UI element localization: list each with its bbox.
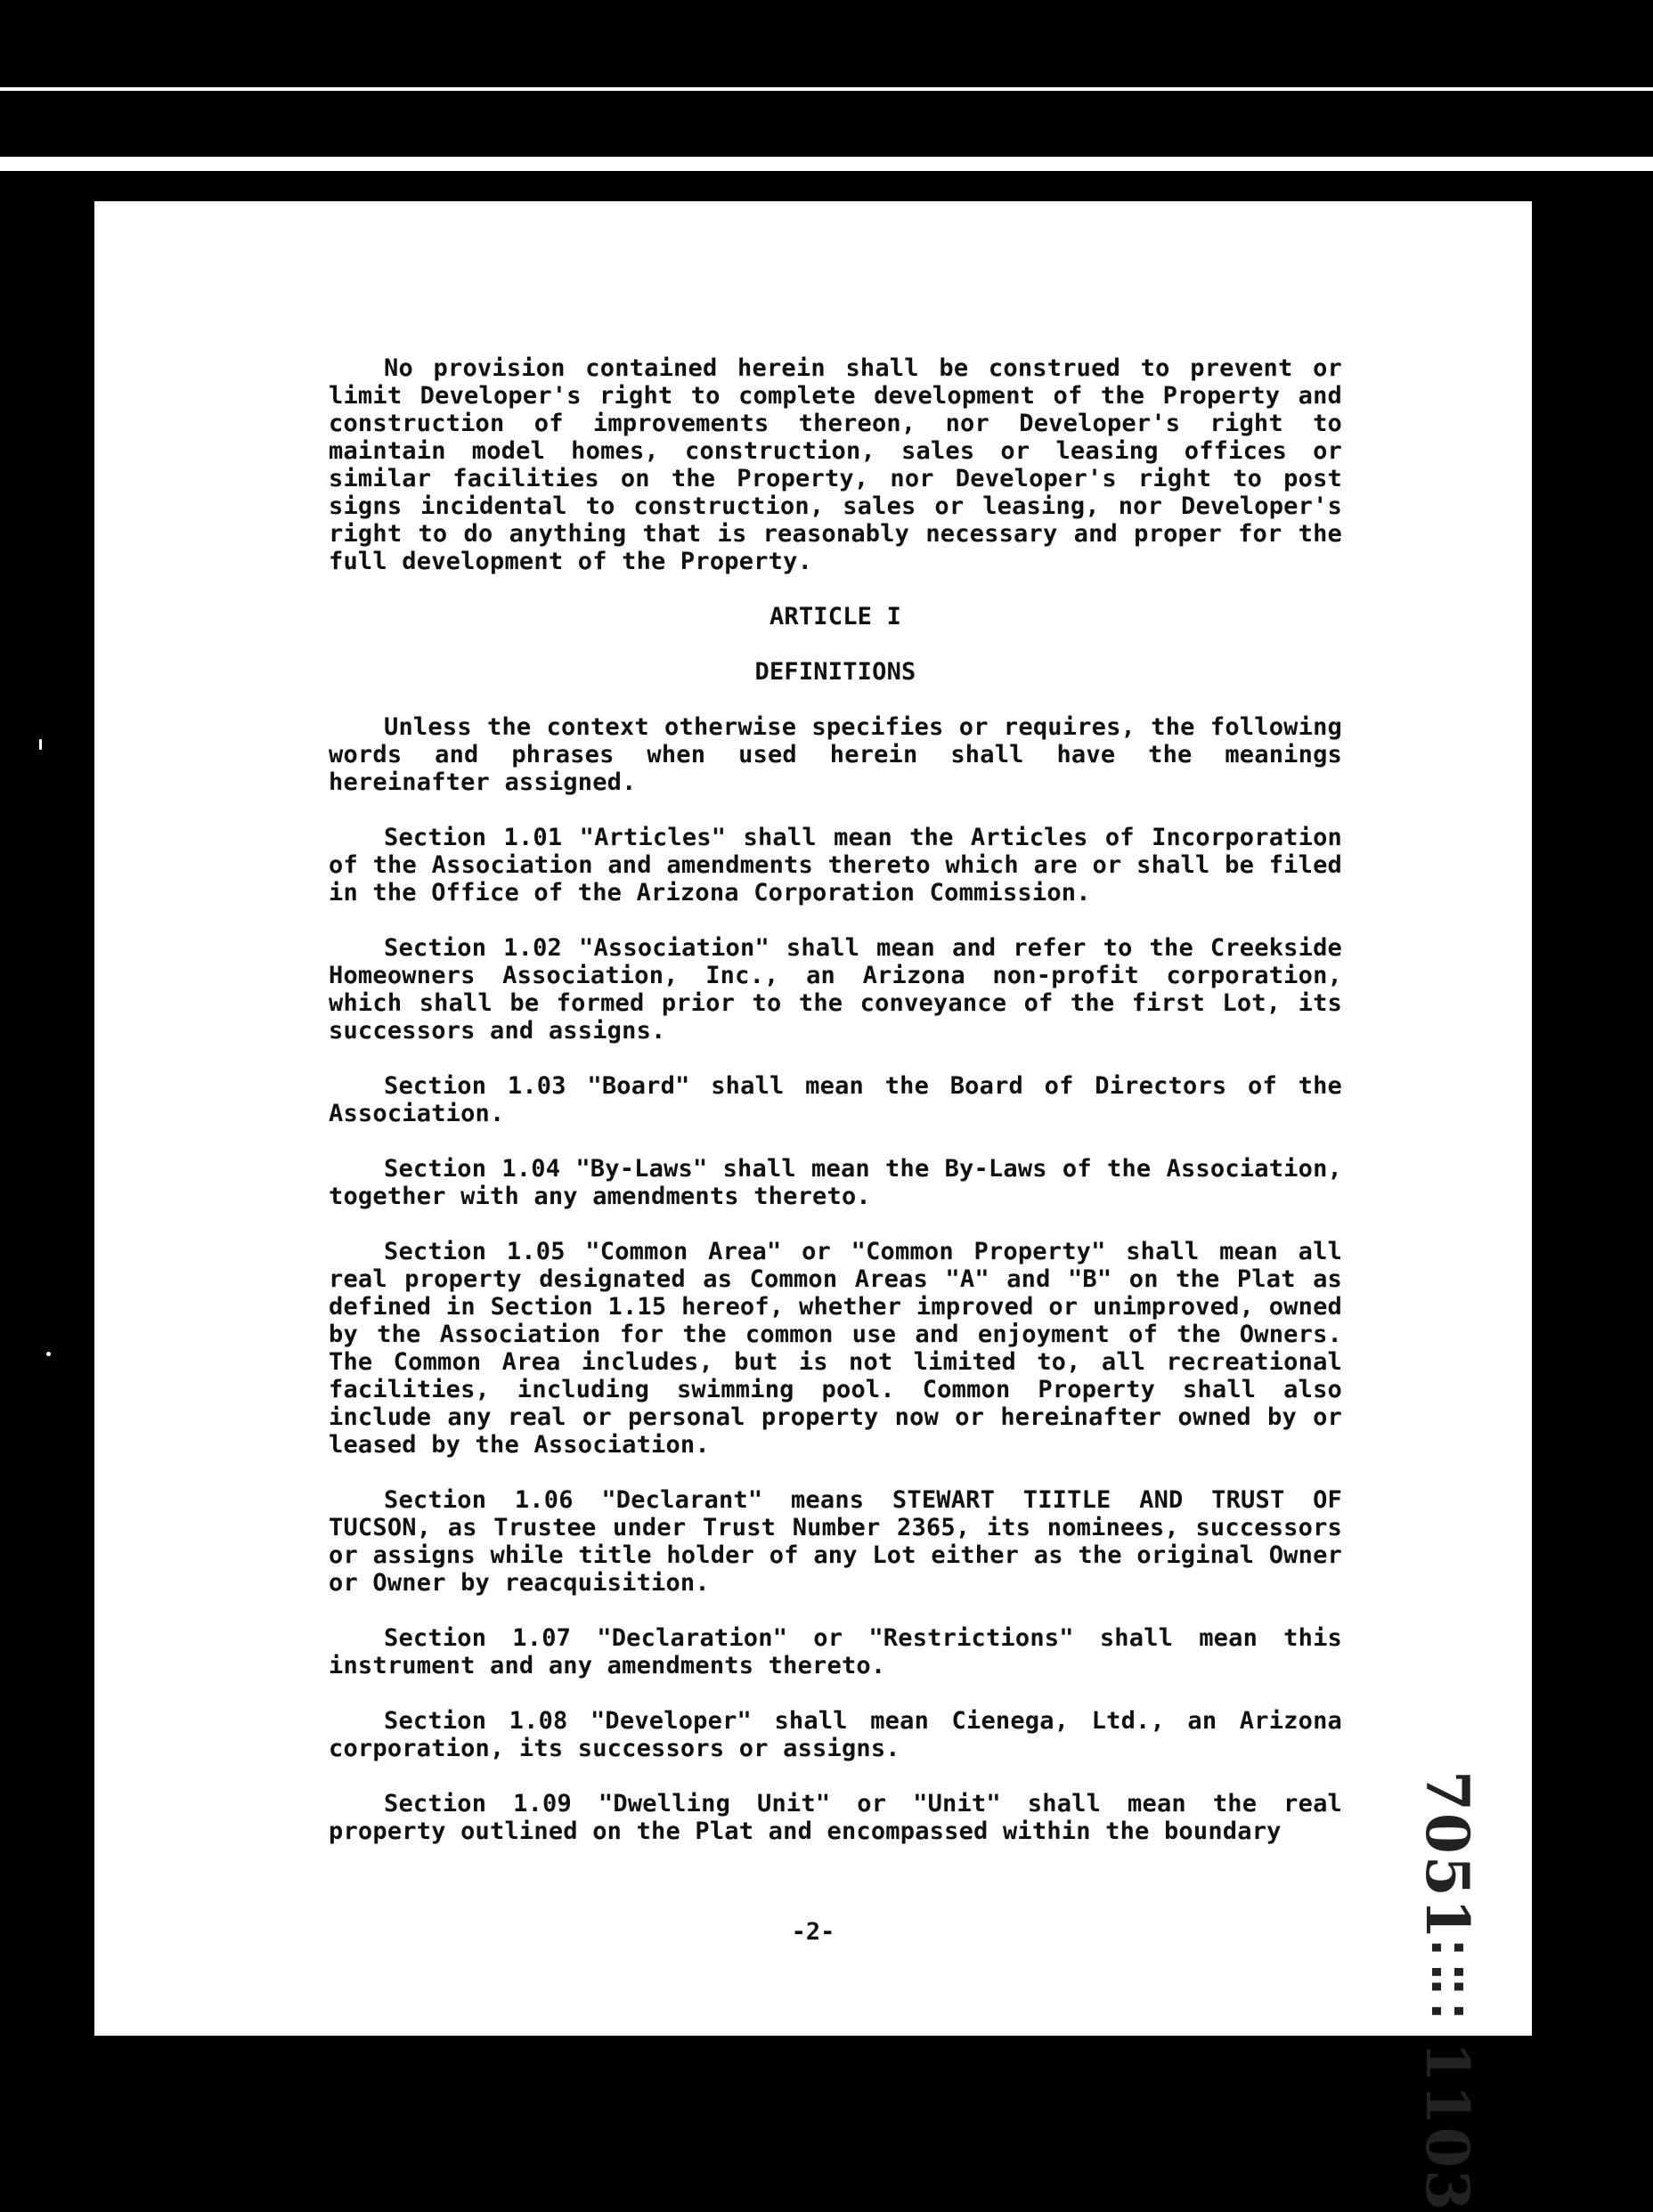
section-1-03: Section 1.03 "Board" shall mean the Board of Directors of the Association. [329, 1072, 1342, 1127]
scan-band [0, 157, 1653, 171]
section-1-09: Section 1.09 "Dwelling Unit" or "Unit" shall mean the real property outlined on the Plat and encompassed within the boundary [329, 1790, 1342, 1845]
scan-top-line [0, 87, 1653, 91]
section-1-05: Section 1.05 "Common Area" or "Common Property" shall mean all real property designated as Common Areas "A" and "B" on the Plat as defined in Section 1.15 hereof, whether improved or unimproved, owned by the Association for the common use and enjoyment of the Owners. The Common Area includes, but is not limited to, all recreational facilities, including swimming pool. Common Property shall also include any real or personal property now or hereinafter owned by or leased by the Association. [329, 1238, 1342, 1459]
scan-speck [39, 739, 42, 750]
section-1-01: Section 1.01 "Articles" shall mean the Articles of Incorporation of the Association and amendments thereto which are or shall be filed in the Office of the Arizona Corporation Commission. [329, 824, 1342, 907]
section-1-06: Section 1.06 "Declarant" means STEWART TIITLE AND TRUST OF TUCSON, as Trustee under Trust Number 2365, its nominees, successors or assigns while title holder of any Lot either as the original Owner or Owner by reacquisition. [329, 1486, 1342, 1597]
document-page [94, 201, 1532, 2212]
intro-paragraph: No provision contained herein shall be construed to prevent or limit Developer's right to complete development of the Property and construction of improvements thereon, nor Developer's right to maintain model homes, construction, sales or leasing offices or similar facilities on the Property, nor Developer's right to post signs incidental to construction, sales or leasing, nor Developer's right to do anything that is reasonably necessary and proper for the full development of the Property. [329, 354, 1342, 575]
document-body [329, 354, 1342, 1873]
recording-stamp: 7051∷∷ 1103 [1413, 1770, 1482, 2212]
page-number: -2- [791, 1918, 835, 1946]
section-1-08: Section 1.08 "Developer" shall mean Cienega, Ltd., an Arizona corporation, its successors or assigns. [329, 1707, 1342, 1762]
definitions-intro: Unless the context otherwise specifies or requires, the following words and phrases when used herein shall have the meanings hereinafter assigned. [329, 713, 1342, 796]
section-1-04: Section 1.04 "By-Laws" shall mean the By-Laws of the Association, together with any amendments thereto. [329, 1155, 1342, 1210]
scan-speck [46, 1352, 51, 1356]
section-1-02: Section 1.02 "Association" shall mean and refer to the Creekside Homeowners Association, Inc., an Arizona non-profit corporation, which shall be formed prior to the conveyance of the first Lot, its successors and assigns. [329, 934, 1342, 1045]
article-heading: ARTICLE I [769, 603, 902, 630]
definitions-heading: DEFINITIONS [754, 658, 916, 686]
section-1-07: Section 1.07 "Declaration" or "Restrictions" shall mean this instrument and any amendments thereto. [329, 1624, 1342, 1679]
